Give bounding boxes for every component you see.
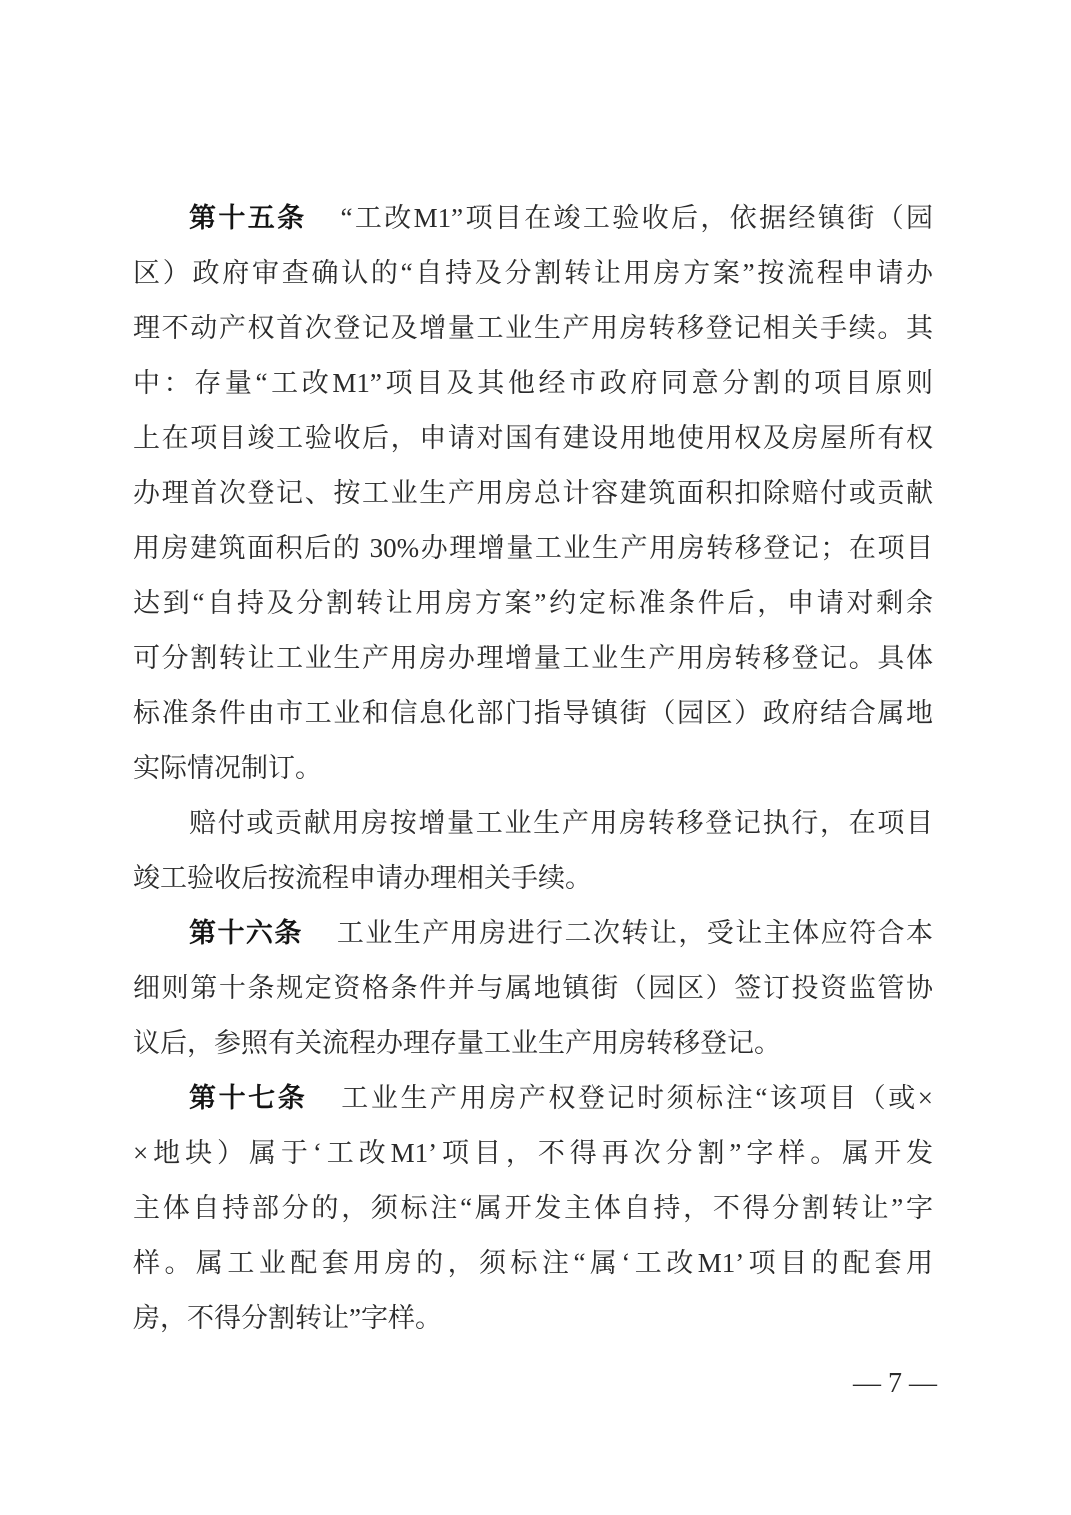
text-run: 赔付或贡献用房按增量工业生产用房转移登记执行，在项目	[189, 808, 933, 838]
text-run: 办理首次登记、按工业生产用房总计容建筑面积扣除赔付或贡献	[133, 478, 933, 508]
text-run: 议后，参照有关流程办理存量工业生产用房转移登记。	[133, 1028, 781, 1058]
text-line	[133, 576, 933, 631]
article-16-heading: 第十六条	[189, 918, 303, 948]
text-line	[133, 741, 933, 796]
text-line	[133, 466, 933, 521]
text-run: 标准条件由市工业和信息化部门指导镇街（园区）政府结合属地	[133, 698, 933, 728]
text-run: 达到“自持及分割转让用房方案”约定标准条件后，申请对剩余	[133, 588, 933, 618]
text-run: 竣工验收后按流程申请办理相关手续。	[133, 863, 592, 893]
text-line	[133, 1071, 933, 1126]
text-run: 房，不得分割转让”字样。	[133, 1303, 442, 1333]
text-line	[133, 1016, 933, 1071]
text-line	[133, 686, 933, 741]
text-line	[133, 301, 933, 356]
text-run: “工改M1”项目在竣工验收后，依据经镇街（园	[340, 203, 933, 233]
text-run: 用房建筑面积后的 30%办理增量工业生产用房转移登记；在项目	[133, 533, 933, 563]
text-run: ×地块）属于‘工改M1’项目，不得再次分割”字样。属开发	[133, 1138, 933, 1168]
text-run: 理不动产权首次登记及增量工业生产用房转移登记相关手续。其	[133, 313, 933, 343]
text-line	[133, 521, 933, 576]
article-17-heading: 第十七条	[189, 1083, 308, 1113]
text-run: 实际情况制订。	[133, 753, 322, 783]
text-run: 工业生产用房进行二次转让，受让主体应符合本	[336, 918, 933, 948]
document-body	[133, 191, 933, 1346]
text-run: 工业生产用房产权登记时须标注“该项目（或×	[341, 1083, 933, 1113]
text-line	[133, 906, 933, 961]
text-run: 区）政府审查确认的“自持及分割转让用房方案”按流程申请办	[133, 258, 933, 288]
text-run: 上在项目竣工验收后，申请对国有建设用地使用权及房屋所有权	[133, 423, 933, 453]
text-run: 中：存量“工改M1”项目及其他经市政府同意分割的项目原则	[133, 368, 933, 398]
text-line	[133, 631, 933, 686]
text-line	[133, 1181, 933, 1236]
text-line	[133, 1126, 933, 1181]
text-line	[133, 191, 933, 246]
article-17	[133, 1071, 933, 1346]
page-number: — 7 —	[853, 1368, 937, 1399]
text-line	[133, 1236, 933, 1291]
text-run: 主体自持部分的，须标注“属开发主体自持，不得分割转让”字	[133, 1193, 933, 1223]
text-line	[133, 961, 933, 1016]
text-line	[133, 356, 933, 411]
text-line	[133, 851, 933, 906]
text-run: 可分割转让工业生产用房办理增量工业生产用房转移登记。具体	[133, 643, 933, 673]
text-line	[133, 796, 933, 851]
text-line	[133, 411, 933, 466]
text-run: 细则第十条规定资格条件并与属地镇街（园区）签订投资监管协	[133, 973, 933, 1003]
article-15	[133, 191, 933, 796]
text-line	[133, 1291, 933, 1346]
text-run: 样。属工业配套用房的，须标注“属‘工改M1’项目的配套用	[133, 1248, 933, 1278]
text-line	[133, 246, 933, 301]
article-16	[133, 906, 933, 1071]
paragraph-compensation-housing	[133, 796, 933, 906]
article-15-heading: 第十五条	[189, 203, 307, 233]
